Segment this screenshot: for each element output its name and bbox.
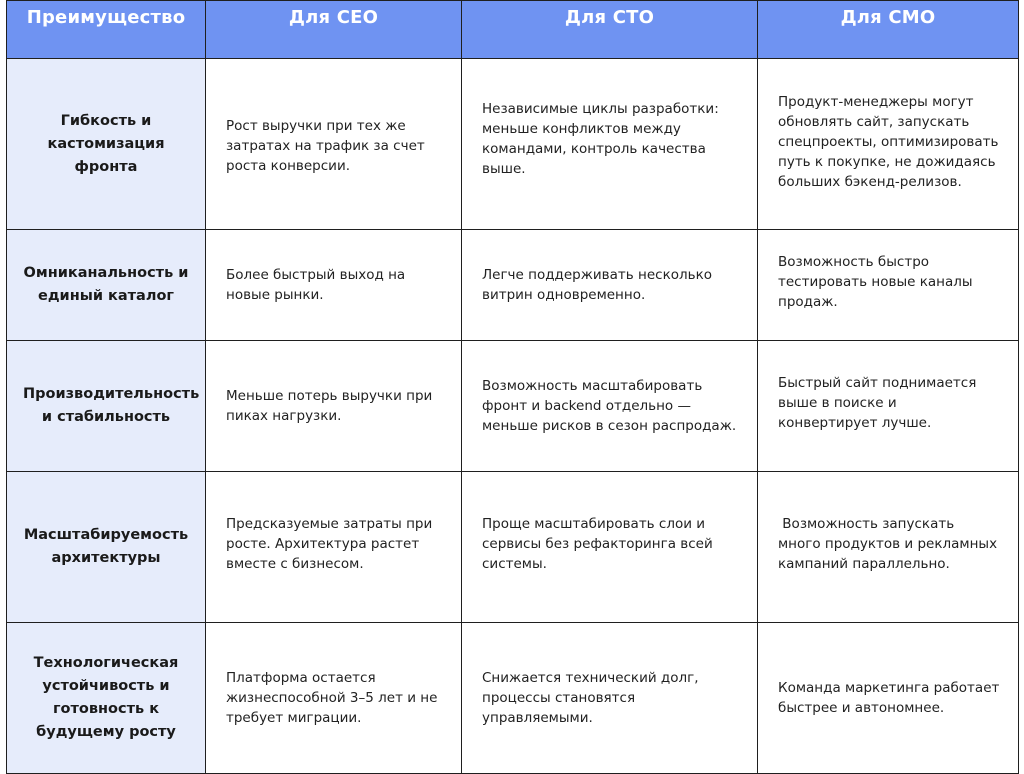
benefit-cell: Омниканальность и единый каталог [7, 230, 206, 341]
ceo-text: Платформа остается жизнеспособной 3–5 лет и не требует миграции. [226, 670, 438, 726]
cto-text: Возможность масштабировать фронт и backend отдельно — меньше рисков в сезон распродаж. [482, 378, 737, 434]
cmo-text: Возможность быстро тестировать новые каналы продаж. [778, 254, 973, 310]
header-ceo: Для CEO [206, 1, 462, 59]
cmo-cell [758, 623, 1019, 774]
ceo-cell [206, 59, 462, 230]
ceo-text: Более быстрый выход на новые рынки. [226, 267, 406, 303]
benefit-cell: Технологическая устойчивость и готовность к будущему росту [7, 623, 206, 774]
cmo-text: Продукт-менеджеры могут обновлять сайт, запускать спецпроекты, оптимизировать путь к покупке, не дожидаясь больших бэкенд-релизов. [778, 94, 999, 190]
cto-cell [462, 230, 758, 341]
header-cmo: Для CMO [758, 1, 1019, 59]
cmo-cell [758, 59, 1019, 230]
table-row [7, 341, 1019, 472]
cmo-cell [758, 341, 1019, 472]
table-row [7, 472, 1019, 623]
cto-text: Проще масштабировать слои и сервисы без рефакторинга всей системы. [482, 516, 713, 572]
cmo-cell [758, 230, 1019, 341]
ceo-cell [206, 623, 462, 774]
table-row [7, 230, 1019, 341]
cmo-text: Быстрый сайт поднимается выше в поиске и конвертирует лучше. [778, 375, 977, 431]
cto-cell [462, 472, 758, 623]
cmo-text: Возможность запускать много продуктов и рекламных кампаний параллельно. [778, 516, 1002, 572]
benefit-cell: Гибкость и кастомизация фронта [7, 59, 206, 230]
cto-text: Снижается технический долг, процессы становятся управляемыми. [482, 670, 699, 726]
ceo-cell [206, 230, 462, 341]
cto-cell [462, 59, 758, 230]
table-header-row [7, 1, 1019, 59]
benefits-comparison-table [6, 0, 1019, 774]
ceo-text: Рост выручки при тех же затратах на трафик за счет роста конверсии. [226, 118, 425, 174]
cto-text: Легче поддерживать несколько витрин одновременно. [482, 267, 712, 303]
cmo-cell [758, 472, 1019, 623]
header-benefit: Преимущество [7, 1, 206, 59]
cto-cell [462, 341, 758, 472]
benefit-cell: Производительность и стабильность [7, 341, 206, 472]
cmo-text: Команда маркетинга работает быстрее и автономнее. [778, 680, 1000, 716]
benefit-cell: Масштабируемость архитектуры [7, 472, 206, 623]
header-cto: Для CTO [462, 1, 758, 59]
ceo-cell [206, 472, 462, 623]
ceo-text: Меньше потерь выручки при пиках нагрузки. [226, 388, 433, 424]
cto-text: Независимые циклы разработки: меньше конфликтов между командами, контроль качества выше. [482, 101, 719, 177]
table-row [7, 59, 1019, 230]
cto-cell [462, 623, 758, 774]
ceo-text: Предсказуемые затраты при росте. Архитектура растет вместе с бизнесом. [226, 516, 433, 572]
table-row [7, 623, 1019, 774]
ceo-cell [206, 341, 462, 472]
